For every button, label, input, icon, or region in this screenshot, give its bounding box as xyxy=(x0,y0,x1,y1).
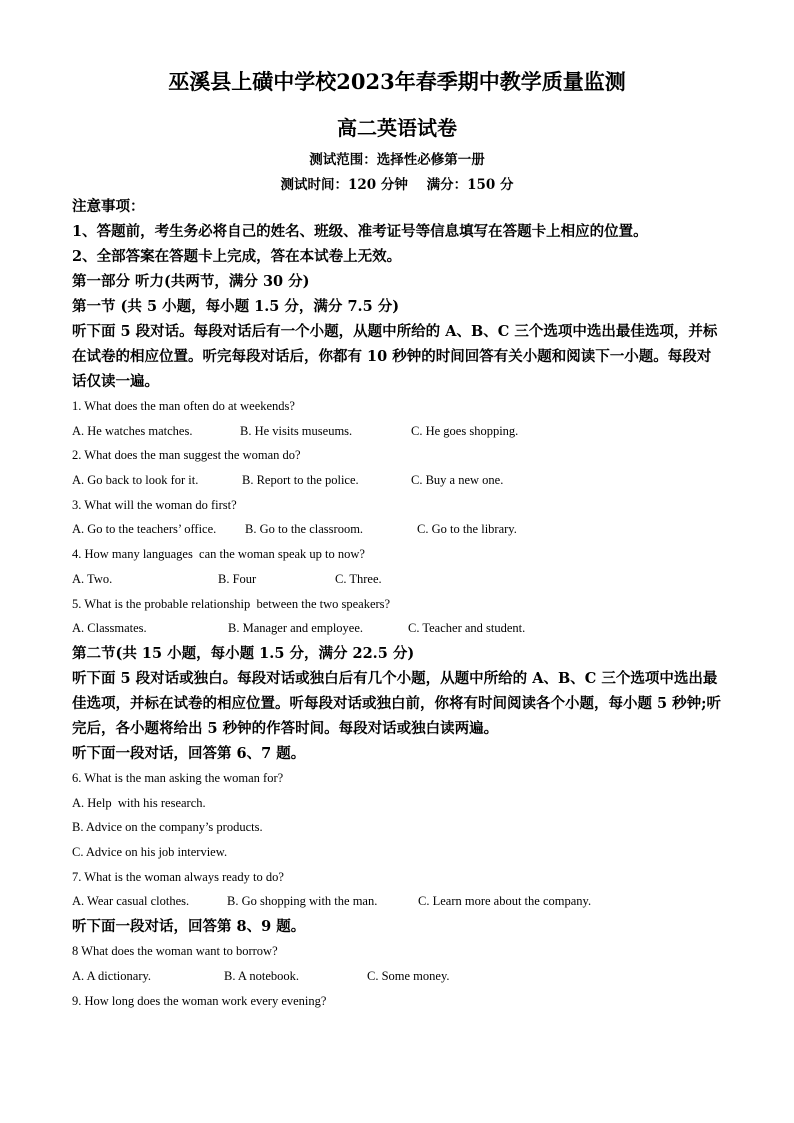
option-c: C. Learn more about the company. xyxy=(418,894,592,909)
option-c: C. Go to the library. xyxy=(417,522,517,537)
option-c: C. Buy a new one. xyxy=(411,473,504,488)
section2-instructions: 听下面 5 段对话或独白。每段对话或独白后有几个小题，从题中所给的 A、B、C 三个选项中选出最佳选项，并标在试卷的相应位置。听每段对话或独白前，你将有时间阅读各个小题，每小题 5 秒钟;听完后，各小题将给出 5 秒钟的作答时间。每段对话或独白读两遍。 xyxy=(72,669,722,737)
question-8-options xyxy=(72,964,724,989)
question-2-options xyxy=(72,468,724,493)
option-a: A. Go to the teachers’ office. xyxy=(72,522,217,537)
section2-heading: 第二节(共 15 小题，每小题 1.5 分，满分 22.5 分) xyxy=(72,644,415,662)
exam-title: 巫溪县上磺中学校2023年春季期中教学质量监测 xyxy=(168,69,626,94)
exam-scope: 测试范围：选择性必修第一册 xyxy=(309,152,485,168)
question-6: 6. What is the man asking the woman for? xyxy=(72,770,284,785)
option-b: B. Advice on the company’s products. xyxy=(72,820,263,835)
option-c: C. Some money. xyxy=(367,968,450,983)
question-7: 7. What is the woman always ready to do? xyxy=(72,869,284,884)
question-1: 1. What does the man often do at weekends? xyxy=(72,399,295,413)
question-3: 3. What will the woman do first? xyxy=(72,497,237,512)
option-b: B. Manager and employee. xyxy=(228,621,364,636)
option-b: B. Report to the police. xyxy=(242,473,359,488)
question-5: 5. What is the probable relationship between the two speakers? xyxy=(72,596,391,611)
question-8: 8 What does the woman want to borrow? xyxy=(72,944,278,959)
question-2: 2. What does the man suggest the woman do? xyxy=(72,448,301,463)
question-1-options xyxy=(72,419,724,444)
option-c: C. Teacher and student. xyxy=(408,621,526,636)
part1-heading: 第一部分 听力(共两节，满分 30 分) xyxy=(72,273,310,290)
option-c: C. Three. xyxy=(335,571,382,586)
option-a: A. Wear casual clothes. xyxy=(72,894,190,909)
note-item: 2、全部答案在答题卡上完成，答在本试卷上无效。 xyxy=(72,248,402,265)
section1-heading: 第一节 (共 5 小题，每小题 1.5 分，满分 7.5 分) xyxy=(72,298,400,315)
question-3-options xyxy=(72,517,724,542)
option-b: B. Four xyxy=(218,571,257,586)
question-7-options xyxy=(72,889,724,914)
option-a: A. Two. xyxy=(72,571,113,586)
question-4-options xyxy=(72,567,724,592)
option-c: C. He goes shopping. xyxy=(411,423,519,438)
dialogue-group-heading: 听下面一段对话，回答第 6、7 题。 xyxy=(72,744,306,762)
question-4: 4. How many languages can the woman speak up to now? xyxy=(72,547,365,562)
option-b: B. Go to the classroom. xyxy=(245,522,364,537)
notes-heading: 注意事项： xyxy=(72,198,145,215)
option-a: A. Help with his research. xyxy=(72,795,206,810)
exam-time-score: 测试时间：120 分钟 满分：150 分 xyxy=(280,177,514,193)
option-a: A. Go back to look for it. xyxy=(72,473,199,488)
exam-subtitle: 高二英语试卷 xyxy=(337,116,457,140)
option-b: B. He visits museums. xyxy=(240,423,353,438)
note-item: 1、答题前，考生务必将自己的姓名、班级、准考证号等信息填写在答题卡上相应的位置。 xyxy=(72,223,648,240)
dialogue-group-heading: 听下面一段对话，回答第 8、9 题。 xyxy=(72,918,306,936)
option-b: B. A notebook. xyxy=(224,968,300,983)
option-a: A. He watches matches. xyxy=(72,423,193,438)
option-a: A. Classmates. xyxy=(72,621,147,636)
option-c: C. Advice on his job interview. xyxy=(72,845,228,860)
option-a: A. A dictionary. xyxy=(72,968,152,983)
question-9: 9. How long does the woman work every evening? xyxy=(72,993,327,1008)
option-b: B. Go shopping with the man. xyxy=(227,894,378,909)
section1-instructions: 听下面 5 段对话。每段对话后有一个小题，从题中所给的 A、B、C 三个选项中选出最佳选项，并标在试卷的相应位置。听完每段对话后，你都有 10 秒钟的时间回答有关小题和阅读下一小题。每段对话仅读一遍。 xyxy=(72,323,718,390)
question-5-options xyxy=(72,616,724,641)
exam-body xyxy=(72,194,724,1013)
